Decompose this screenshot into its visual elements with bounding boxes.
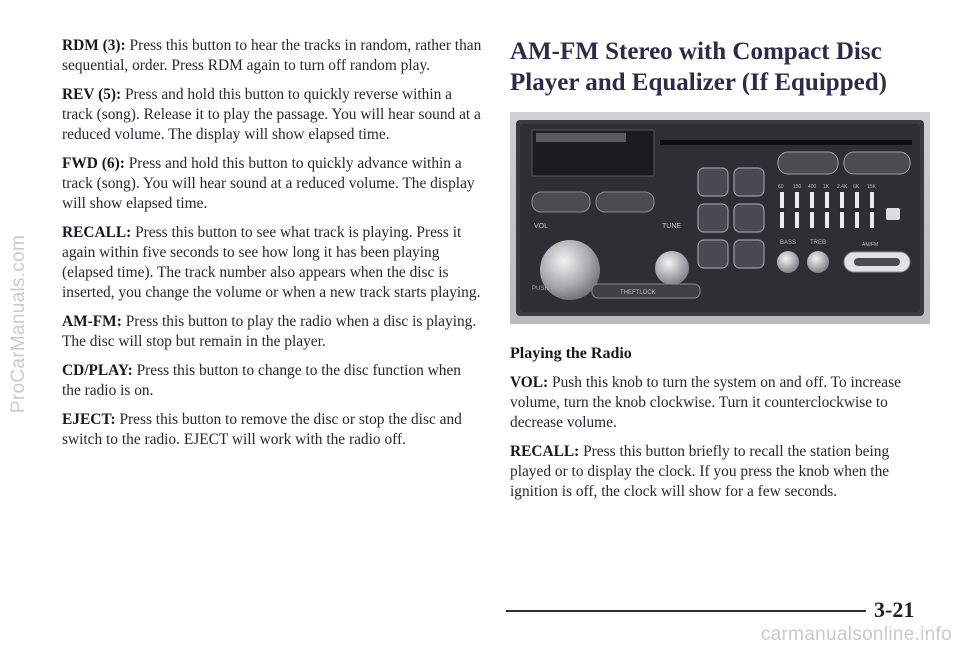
bass-knob: [777, 251, 799, 273]
radio-faceplate-photo: [510, 112, 930, 324]
entry-term: RDM (3):: [62, 37, 126, 54]
entry-recall: [62, 223, 482, 303]
seek-button: [596, 192, 654, 212]
eq-preset-button: [886, 208, 900, 220]
am-fm-label: AM/FM: [862, 242, 879, 248]
entry-rdm: [62, 36, 482, 76]
treb-knob: [807, 251, 829, 273]
cd-slot: [660, 140, 912, 145]
preset-button-3: [698, 204, 728, 232]
entry-cd-play: [62, 361, 482, 401]
entry-vol: [510, 373, 930, 433]
cd-play-button: [844, 152, 910, 174]
bass-label: BASS: [780, 240, 797, 246]
left-column: [62, 36, 482, 459]
entry-term: CD/PLAY:: [62, 362, 133, 379]
entry-am-fm: [62, 312, 482, 352]
footer-rule: [506, 610, 866, 612]
entry-text: Push this knob to turn the system on and off. To increase volume, turn the knob clockwise. Turn it counterclockwise to decrease volume.: [510, 374, 901, 431]
entry-term: RECALL:: [62, 224, 132, 241]
entry-text: Press this button to see what track is playing. Press it again within five seconds to see how long it has been playing (elapsed time). The track number also appears when the disc is inserted, you change the volume or when a new track starts playing.: [62, 224, 481, 301]
vol-label: VOL: [534, 223, 549, 230]
entry-term: VOL:: [510, 374, 549, 391]
eq-band-label: 2.4K: [837, 184, 848, 190]
eq-band-label: 15K: [867, 184, 876, 190]
page-number: 3-21: [874, 597, 915, 622]
entry-term: RECALL:: [510, 443, 580, 460]
entry-text: Press this button briefly to recall the station being played or to display the clock. If you press the knob when the ignition is off, the clock will show for a few seconds.: [510, 443, 890, 500]
entry-text: Press and hold this button to quickly reverse within a track (song). Release it to play the passage. You will hear sound at a reduced volume. The display will show elapsed time.: [62, 86, 481, 143]
bottom-watermark: carmanualsonline.info: [760, 624, 952, 645]
entry-eject: [62, 410, 482, 450]
entry-recall-radio: [510, 442, 930, 502]
entry-fwd: [62, 154, 482, 214]
preset-button-4: [734, 204, 764, 232]
right-column: [510, 36, 930, 511]
am-fm-button: [778, 152, 838, 174]
entry-text: Press this button to remove the disc or stop the disc and switch to the radio. EJECT will work with the radio off.: [62, 411, 462, 448]
preset-button-6: [734, 240, 764, 268]
scan-button: [532, 192, 590, 212]
treb-label: TREB: [810, 240, 827, 246]
eq-band-label: 150: [793, 184, 802, 190]
entry-text: Press this button to play the radio when a disc is playing. The disc will stop but remain in the player.: [62, 313, 477, 350]
section-title: AM-FM Stereo with Compact Disc Player and Equalizer (If Equipped): [510, 38, 887, 96]
tune-label: TUNE: [662, 223, 682, 230]
eq-band-label: 6K: [853, 184, 860, 190]
eq-band-label: 400: [808, 184, 817, 190]
theftlock-label: THEFTLOCK: [620, 290, 656, 296]
eq-band-label: 1K: [823, 184, 830, 190]
entry-term: EJECT:: [62, 411, 116, 428]
side-watermark-text: ProCarManuals.com: [8, 234, 29, 414]
subheading: Playing the Radio: [510, 345, 632, 362]
entry-term: REV (5):: [62, 86, 122, 103]
entry-term: AM-FM:: [62, 313, 122, 330]
push-pwr-label: PUSH PWR: [532, 286, 565, 292]
entry-text: Press this button to change to the disc function when the radio is on.: [62, 362, 461, 399]
entry-term: FWD (6):: [62, 155, 125, 172]
entry-text: Press this button to hear the tracks in random, rather than sequential, order. Press RDM again to turn off random play.: [62, 37, 482, 74]
tune-knob: [655, 251, 689, 285]
eq-band-label: 60: [778, 184, 784, 190]
preset-button-1: [698, 168, 728, 196]
entry-text: Press and hold this button to quickly advance within a track (song). You will hear sound at a reduced volume. The display will show elapsed time.: [62, 155, 475, 212]
entry-rev: [62, 85, 482, 145]
preset-button-5: [698, 240, 728, 268]
preset-button-2: [734, 168, 764, 196]
side-watermark: [2, 0, 36, 648]
